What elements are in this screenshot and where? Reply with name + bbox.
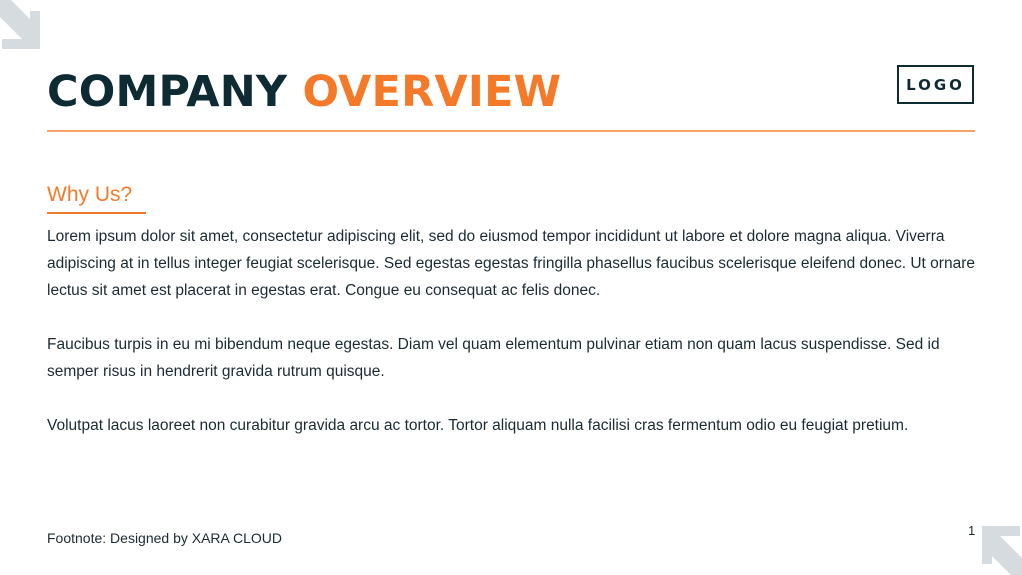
title-company: COMPANY — [47, 67, 288, 117]
section-underline — [47, 212, 146, 214]
logo: LOGO — [897, 65, 974, 104]
title-divider — [47, 130, 975, 132]
page-number: 1 — [968, 523, 976, 538]
paragraph-2: Faucibus turpis in eu mi bibendum neque egestas. Diam vel quam elementum pulvinar etiam non quam lacus suspendisse. Sed id semper risus in hendrerit gravida rutrum quisque. — [47, 336, 940, 380]
paragraph-3: Volutpat lacus laoreet non curabitur gravida arcu ac tortor. Tortor aliquam nulla facilisi cras fermentum odio eu feugiat pretium. — [47, 417, 909, 434]
arrow-up-left-icon — [982, 525, 1022, 575]
paragraph-1: Lorem ipsum dolor sit amet, consectetur adipiscing elit, sed do eiusmod tempor incididunt ut labore et dolore magna aliqua. Viverra adipiscing at in tellus integer feugiat scelerisque. Sed egestas egestas fringilla phasellus faucibus scelerisque eleifend donec. Ut ornare lectus sit amet est placerat in egestas erat. Congue eu consequat ac felis donec. — [47, 228, 975, 299]
page-title — [47, 66, 561, 118]
arrow-down-right-icon — [0, 0, 40, 50]
body-text — [47, 223, 982, 466]
title-overview: OVERVIEW — [302, 67, 562, 117]
section-heading: Why Us? — [47, 183, 133, 206]
footnote: Footnote: Designed by XARA CLOUD — [47, 530, 283, 546]
